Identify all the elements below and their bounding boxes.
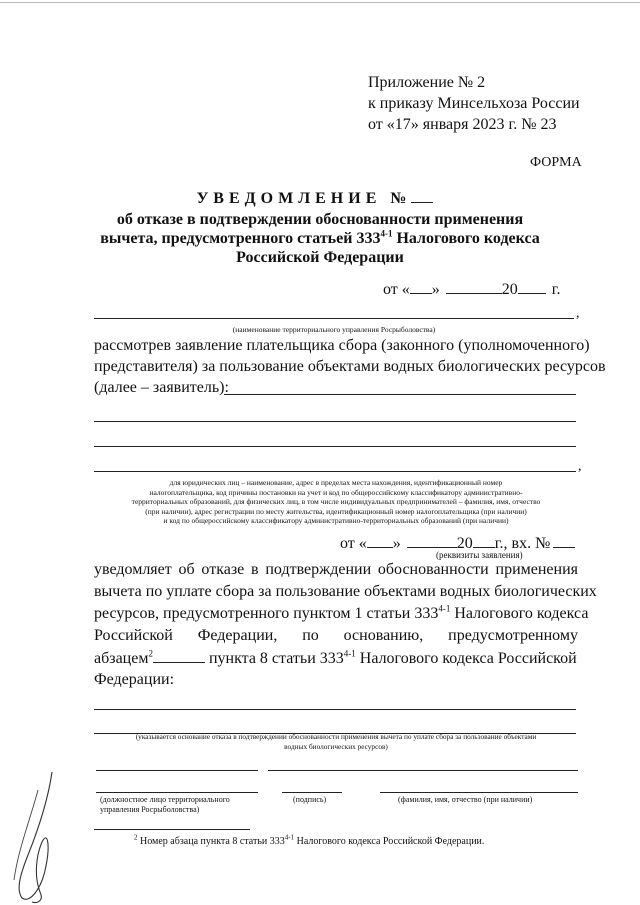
para1-line-1: рассмотрев заявление плательщика сбора (законного (уполномоченного) (94, 337, 590, 354)
paragraph-number-field[interactable] (153, 648, 205, 663)
appendix-header (368, 73, 580, 134)
applicant-caption: для юридических лиц – наименование, адрес в пределах места нахождения, идентификационный номер налогоплательщика, код причины постановки на учет и код по общероссийскому классификатору административно- территориальных образований, для физических лиц, в том числе индивидуальных предпринимателей – фамилия, имя, отчество (при наличии), адрес регистрации по месту жительства, идентификационный номер налогоплательщика (при наличии) и код по общероссийскому классификатору административно-территориальных образований (при наличии) (131, 478, 541, 525)
org-comma: , (576, 306, 580, 321)
subtitle-line-2: вычета, предусмотренного статьей 333$^{4-1}$ Налогового кодекса (100, 228, 540, 247)
application-caption: (реквизиты заявления) (436, 550, 523, 560)
applicant-comma: , (578, 459, 582, 474)
year-field[interactable] (518, 279, 546, 294)
notice-number-field[interactable] (411, 188, 433, 203)
para2-line-4: Российской Федерации, по основанию, предусмотренному (94, 627, 578, 644)
top-border-line (0, 2, 640, 3)
app-year-field[interactable] (473, 533, 495, 548)
month-field[interactable] (446, 279, 502, 294)
footnote-separator (94, 829, 250, 830)
para2-line-3: ресурсов, предусмотренного пунктом 1 статьи 333 $^{4-1}$ Налогового кодекса (94, 603, 589, 622)
position-field-top[interactable] (96, 770, 258, 771)
notice-title-text: УВЕДОМЛЕНИЕ № (196, 190, 412, 207)
notice-title (100, 188, 530, 208)
applicant-field-1[interactable] (224, 394, 576, 395)
appendix-line: Приложение № 2 (368, 74, 486, 91)
form-label: ФОРМА (530, 155, 582, 170)
para2-line-1: уведомляет об отказе в подтверждении обоснованности применения (94, 561, 578, 578)
paragraph-consideration (94, 336, 606, 397)
application-details: от « » 20 г., вх. № (340, 533, 575, 553)
handwritten-signature-mark (8, 770, 68, 905)
org-caption: (наименование территориального управления Росрыболовства) (232, 325, 436, 334)
subtitle-line-1: об отказе в подтверждении обоснованности применения (116, 211, 524, 228)
position-caption: (должностное лицо территориального управления Росрыболовства) (100, 795, 230, 814)
signature-caption: (подпись) (293, 795, 327, 804)
para2-line-5: абзацем$^2$ пункта 8 статьи 333$^{4-1}$ Налогового кодекса Российской (94, 648, 577, 667)
para2-line-2: вычета по уплате сбора за пользование объектами водных биологических (94, 583, 597, 600)
order-date-line: от «17» января 2023 г. № 23 (368, 116, 557, 133)
para1-line-3: (далее – заявитель): (94, 379, 229, 396)
reason-caption: (указывается основание отказа в подтверждении обоснованности применения вычета по уплате сбора за пользование объектами водных биологических ресурсов) (135, 732, 537, 751)
subtitle-line-3: Российской Федерации (236, 249, 404, 266)
notice-date: от « » 20 г. (383, 281, 561, 298)
position-field[interactable] (96, 792, 258, 793)
para2-line-6: Федерации: (94, 671, 175, 688)
applicant-field-3[interactable] (94, 446, 576, 447)
footnote: $^2$ Номер абзаца пункта 8 статьи 333$^{4-1}$ Налогового кодекса Российской Федерации. (134, 833, 485, 847)
applicant-field-2[interactable] (94, 421, 576, 422)
app-month-field[interactable] (407, 533, 457, 548)
paragraph-refusal (94, 560, 597, 689)
sign-field-top[interactable] (268, 770, 578, 771)
name-field[interactable] (380, 792, 578, 793)
signature-field[interactable] (282, 792, 342, 793)
day-field[interactable] (410, 279, 432, 294)
order-line: к приказу Минсельхоза России (368, 95, 580, 112)
reason-field-1[interactable] (94, 709, 576, 710)
app-day-field[interactable] (367, 533, 393, 548)
org-name-field[interactable] (94, 318, 574, 319)
notice-subtitle (80, 210, 560, 267)
applicant-field-4[interactable] (94, 471, 576, 472)
name-caption: (фамилия, имя, отчество (при наличии) (398, 795, 533, 804)
para1-line-2: представителя) за пользование объектами водных биологических ресурсов (94, 358, 606, 375)
app-number-field[interactable] (553, 533, 575, 548)
